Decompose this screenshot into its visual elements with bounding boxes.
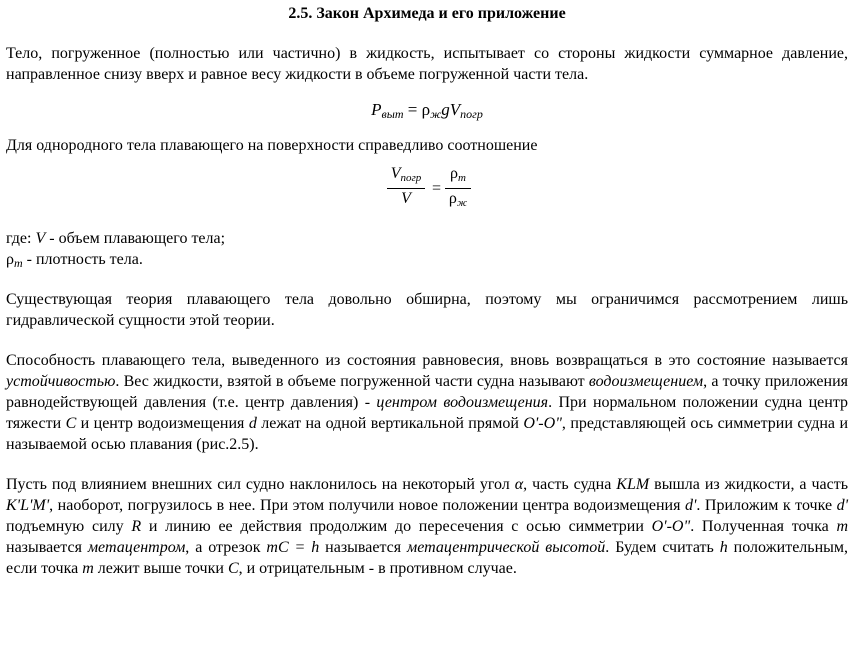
paragraph-theory: Существующая теория плавающего тела довольно обширна, поэтому мы ограничимся рассмотрением лишь гидравлической сущности этой теории.: [6, 291, 848, 329]
paragraph-metacenter: Пусть под влиянием внешних сил судно наклонилось на некоторый угол α, часть судна KLM вышла из жидкости, а часть K'L'M', наоборот, погрузилось в нее. При этом получили новое положении центра водоизмещения d'. Приложим к точке d' подъемную силу R и линию ее действия продолжим до пересечения с осью симметрии O'-O". Полученная точка m называется метацентром, а отрезок mC = h называется метацентрической высотой. Будем считать h положительным, если точка m лежит выше точки C, и отрицательным - в противном случае.: [6, 476, 849, 577]
fraction-volume-denominator: V: [401, 190, 411, 207]
fraction-density-numerator: $\rho_т$: [450, 165, 466, 184]
formula-v-sub: погр: [460, 107, 483, 121]
formula-lhs: P: [371, 100, 382, 119]
formula-rho-sub: ж: [430, 107, 442, 121]
density-ratio-formula: [6, 164, 848, 220]
paragraph-archimedes-law: Тело, погруженное (полностью или частично) в жидкость, испытывает со стороны жидкости суммарное давление, направленное снизу вверх и равное весу жидкости в объеме погруженной части тела.: [6, 45, 848, 83]
section-heading: 2.5. Закон Архимеда и его приложение: [288, 5, 566, 22]
formula-v: V: [449, 100, 461, 119]
formula-lhs-sub: выт: [381, 107, 404, 121]
fraction-density: [444, 164, 472, 213]
formula-rho: ρ: [421, 100, 431, 119]
fraction-volume-numerator: $V_{погр}$: [390, 165, 422, 184]
formula-eq: =: [403, 100, 422, 119]
paragraph-stability: Способность плавающего тела, выведенного из состояния равновесия, вновь возвращаться в это состояние называется устойчивостью. Вес жидкости, взятой в объеме погруженной части судна называют водоизмещением, а точку приложения равнодействующей давления (т.е. центр давления) - центром водоизмещения. При нормальном положении судна центр тяжести C и центр водоизмещения d лежат на одной вертикальной прямой O'-O", представляющей ось симметрии судна и называемой осью плавания (рис.2.5).: [6, 352, 849, 453]
formula-g: g: [441, 100, 450, 119]
paragraph-floating-body: Для однородного тела плавающего на поверхности справедливо соотношение: [6, 137, 538, 154]
fraction-density-denominator: $\rho_ж$: [448, 190, 468, 209]
buoyancy-formula: [6, 99, 848, 121]
definition-volume: где: V - объем плавающего тела;: [6, 230, 226, 247]
variable-definitions: [6, 228, 848, 270]
definition-density: $\rho_m$ - плотность тела.: [6, 251, 143, 270]
document-page: [0, 4, 854, 579]
fraction-volume: [386, 164, 426, 213]
ratio-eq: =: [432, 180, 442, 197]
